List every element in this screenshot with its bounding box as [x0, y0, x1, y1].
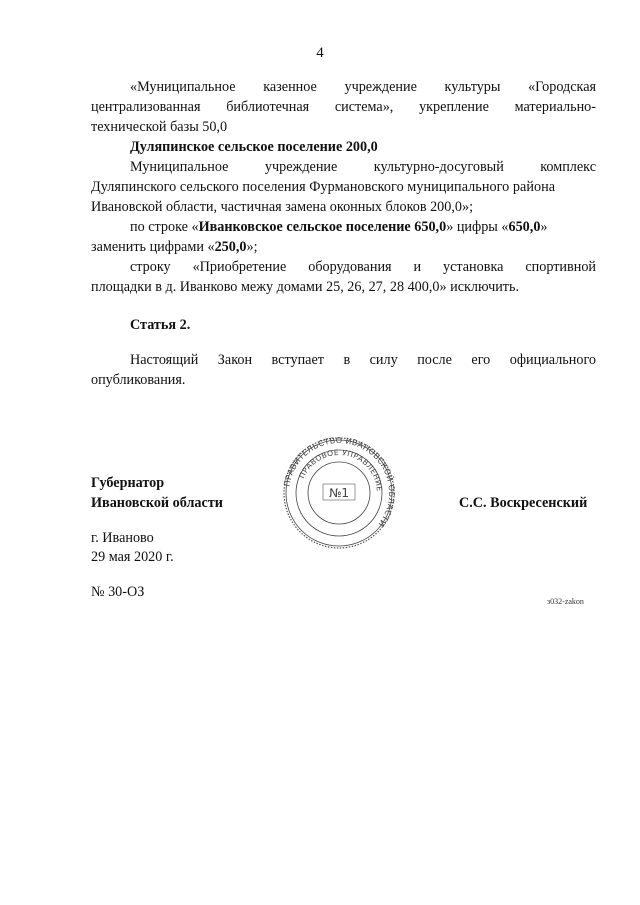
text-line: опубликования. [91, 372, 186, 388]
word: культурно-досуговый [373, 159, 504, 175]
signatory-name: С.С. Воскресенский [459, 495, 588, 511]
file-reference: з032-zakon [547, 597, 584, 606]
text-line [91, 237, 258, 257]
word: культуры [444, 79, 501, 95]
date: 29 мая 2020 г. [91, 549, 174, 565]
word: комплекс [540, 159, 597, 175]
word: спортивной [525, 259, 597, 275]
bold-fragment: 250,0 [214, 239, 247, 255]
word: «Приобретение [192, 259, 287, 275]
official-seal [282, 436, 396, 550]
word: система», [334, 99, 394, 115]
text-line: Дуляпинского сельского поселения Фурмановского муниципального района [91, 179, 556, 195]
text-fragment: » цифры « [446, 219, 509, 235]
bold-fragment: Иванковское сельское поселение 650,0 [198, 219, 447, 235]
page-number: 4 [316, 45, 324, 61]
text-line [91, 97, 596, 117]
word: вступает [271, 352, 324, 368]
word: «Городская [528, 79, 597, 95]
word: Закон [217, 352, 253, 368]
law-number: № 30-ОЗ [91, 584, 145, 600]
text-fragment: заменить цифрами « [91, 239, 215, 255]
word: укрепление [419, 99, 489, 115]
word: официального [509, 352, 597, 368]
signatory-position-line2: Ивановской области [91, 495, 223, 511]
word: Настоящий [130, 352, 199, 368]
word: Муниципальное [130, 159, 229, 175]
word: силу [369, 352, 398, 368]
word: после [417, 352, 452, 368]
text-line [130, 350, 596, 370]
text-line: Ивановской области, частичная замена оконных блоков 200,0»; [91, 199, 474, 215]
text-fragment: по строке « [130, 219, 199, 235]
text-line [130, 157, 596, 177]
word: учреждение [344, 79, 417, 95]
seal-outer-text: ПРАВИТЕЛЬСТВО ИВАНОВСКОЙ ОБЛАСТИ [282, 436, 396, 529]
text-line [130, 77, 596, 97]
word: его [471, 352, 491, 368]
word: централизованная [91, 99, 201, 115]
bold-fragment: 650,0 [508, 219, 541, 235]
word: и [413, 259, 422, 275]
word: в [343, 352, 351, 368]
signatory-position-line1: Губернатор [91, 475, 165, 491]
text-line [130, 217, 548, 237]
settlement-heading: Дуляпинское сельское поселение 200,0 [130, 139, 378, 155]
text-fragment: » [540, 219, 548, 235]
word: строку [130, 259, 171, 275]
article-title: Статья 2. [130, 317, 191, 333]
text-line: площадки в д. Иванково межу домами 25, 26, 27, 28 400,0» исключить. [91, 279, 520, 295]
seal-number: №1 [328, 486, 350, 500]
word: оборудования [308, 259, 392, 275]
word: материально- [514, 99, 596, 115]
text-fragment: »; [246, 239, 258, 255]
word: учреждение [264, 159, 338, 175]
word: «Муниципальное [130, 79, 236, 95]
word: библиотечная [226, 99, 310, 115]
seal-ring-text: ПРАВОВОЕ УПРАВЛЕНИЕ [297, 447, 385, 492]
word: установка [443, 259, 504, 275]
city: г. Иваново [91, 530, 154, 546]
text-line [130, 257, 596, 277]
word: казенное [263, 79, 317, 95]
text-line: технической базы 50,0 [91, 119, 228, 135]
